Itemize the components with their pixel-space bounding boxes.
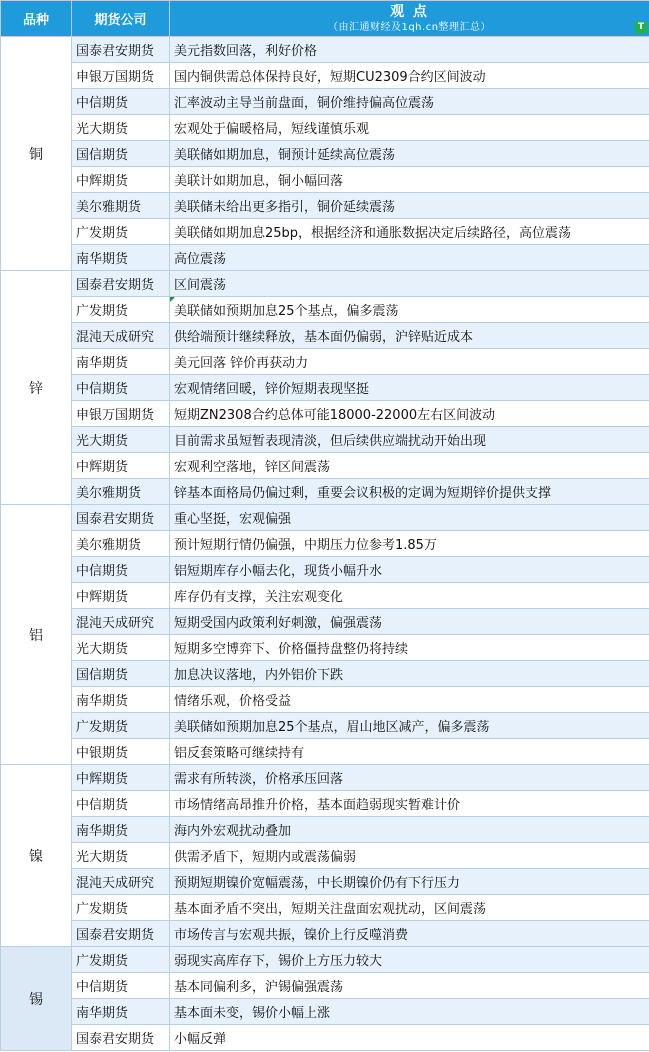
company-cell[interactable]: 广发期货: [72, 713, 170, 739]
company-cell[interactable]: 广发期货: [72, 297, 170, 323]
view-cell[interactable]: 锌基本面格局仍偏过剩，重要会议积极的定调为短期锌价提供支撑: [170, 479, 649, 505]
company-cell[interactable]: 光大期货: [72, 843, 170, 869]
table-row: [1, 583, 649, 609]
view-cell[interactable]: 加息决议落地，内外铝价下跌: [170, 661, 649, 687]
view-cell[interactable]: 弱现实高库存下，锡价上方压力较大: [170, 947, 649, 973]
table-row: [1, 921, 649, 947]
header-view-title: 观 点: [390, 4, 429, 20]
table-row: [1, 297, 649, 323]
header-view: [170, 1, 649, 37]
table-row: [1, 999, 649, 1025]
table-row: [1, 89, 649, 115]
table-row: [1, 869, 649, 895]
company-cell[interactable]: 国泰君安期货: [72, 1025, 170, 1051]
table-row: [1, 739, 649, 765]
view-cell[interactable]: 海内外宏观扰动叠加: [170, 817, 649, 843]
view-cell[interactable]: 美联储未给出更多指引，铜价延续震荡: [170, 193, 649, 219]
view-cell[interactable]: 美元指数回落，利好价格: [170, 37, 649, 63]
variety-cell[interactable]: 铜: [1, 37, 72, 271]
table-row: [1, 635, 649, 661]
format-badge-icon[interactable]: T: [635, 21, 647, 33]
company-cell[interactable]: 国信期货: [72, 661, 170, 687]
company-cell[interactable]: 中辉期货: [72, 765, 170, 791]
view-cell[interactable]: 宏观利空落地，锌区间震荡: [170, 453, 649, 479]
table-row: [1, 973, 649, 999]
company-cell[interactable]: 广发期货: [72, 895, 170, 921]
view-cell[interactable]: 宏观情绪回暖，锌价短期表现坚挺: [170, 375, 649, 401]
company-cell[interactable]: 申银万国期货: [72, 401, 170, 427]
view-cell[interactable]: 短期受国内政策利好刺激，偏强震荡: [170, 609, 649, 635]
company-cell[interactable]: 中信期货: [72, 791, 170, 817]
table-row: [1, 947, 649, 973]
table-body: [1, 37, 649, 1051]
company-cell[interactable]: 光大期货: [72, 115, 170, 141]
table-row: [1, 557, 649, 583]
company-cell[interactable]: 中信期货: [72, 375, 170, 401]
table-row: [1, 271, 649, 297]
table-row: [1, 167, 649, 193]
company-cell[interactable]: 混沌天成研究: [72, 323, 170, 349]
cell-comment-marker-icon: [170, 297, 175, 302]
header-variety: 品种: [1, 1, 72, 37]
view-cell[interactable]: 区间震荡: [170, 271, 649, 297]
company-cell[interactable]: 中信期货: [72, 973, 170, 999]
view-cell[interactable]: 小幅反弹: [170, 1025, 649, 1051]
company-cell[interactable]: 混沌天成研究: [72, 609, 170, 635]
table-row: [1, 141, 649, 167]
view-cell[interactable]: 预期短期镍价宽幅震荡，中长期镍价仍有下行压力: [170, 869, 649, 895]
company-cell[interactable]: 美尔雅期货: [72, 531, 170, 557]
table-row: [1, 401, 649, 427]
table-row: [1, 765, 649, 791]
table-row: [1, 687, 649, 713]
table-row: [1, 661, 649, 687]
view-cell[interactable]: 市场情绪高昂推升价格，基本面趋弱现实暂难计价: [170, 791, 649, 817]
view-cell[interactable]: 目前需求虽短暂表现清淡，但后续供应端扰动开始出现: [170, 427, 649, 453]
header-row: [1, 1, 649, 37]
table-row: [1, 219, 649, 245]
table-row: [1, 349, 649, 375]
table-row: [1, 427, 649, 453]
view-cell[interactable]: 库存仍有支撑，关注宏观变化: [170, 583, 649, 609]
table-row: [1, 791, 649, 817]
company-cell[interactable]: 南华期货: [72, 687, 170, 713]
view-cell[interactable]: 美联储如预期加息25个基点，眉山地区减产，偏多震荡: [170, 713, 649, 739]
company-cell[interactable]: 中信期货: [72, 89, 170, 115]
table-row: [1, 505, 649, 531]
view-cell[interactable]: 美联储如期加息，铜预计延续高位震荡: [170, 141, 649, 167]
header-company: 期货公司: [72, 1, 170, 37]
table-row: [1, 193, 649, 219]
view-cell[interactable]: 短期ZN2308合约总体可能18000-22000左右区间波动: [170, 401, 649, 427]
company-cell[interactable]: 国泰君安期货: [72, 271, 170, 297]
table-row: [1, 895, 649, 921]
view-cell[interactable]: 情绪乐观，价格受益: [170, 687, 649, 713]
view-cell[interactable]: 基本面矛盾不突出，短期关注盘面宏观扰动，区间震荡: [170, 895, 649, 921]
company-cell[interactable]: 光大期货: [72, 635, 170, 661]
table-row: [1, 609, 649, 635]
view-cell[interactable]: 美联计如期加息，铜小幅回落: [170, 167, 649, 193]
view-cell[interactable]: 宏观处于偏暖格局，短线谨慎乐观: [170, 115, 649, 141]
header-view-source: （由汇通财经及1qh.cn整理汇总）: [327, 22, 492, 33]
company-cell[interactable]: 中信期货: [72, 557, 170, 583]
table-row: [1, 453, 649, 479]
table-row: [1, 63, 649, 89]
table-row: [1, 375, 649, 401]
variety-cell[interactable]: 镍: [1, 765, 72, 947]
view-cell[interactable]: 美联储如期加息25bp，根据经济和通胀数据决定后续路径，高位震荡: [170, 219, 649, 245]
company-cell[interactable]: 广发期货: [72, 219, 170, 245]
company-cell[interactable]: 美尔雅期货: [72, 193, 170, 219]
table-row: [1, 323, 649, 349]
company-cell[interactable]: 中辉期货: [72, 453, 170, 479]
view-cell[interactable]: 高位震荡: [170, 245, 649, 271]
view-cell[interactable]: 基本同偏利多，沪锡偏强震荡: [170, 973, 649, 999]
view-cell[interactable]: 美联储如预期加息25个基点，偏多震荡: [170, 297, 649, 323]
company-cell[interactable]: 中辉期货: [72, 583, 170, 609]
view-cell[interactable]: 汇率波动主导当前盘面，铜价维持偏高位震荡: [170, 89, 649, 115]
view-cell[interactable]: 基本面未变，锡价小幅上涨: [170, 999, 649, 1025]
company-cell[interactable]: 南华期货: [72, 999, 170, 1025]
table-row: [1, 843, 649, 869]
company-cell[interactable]: 申银万国期货: [72, 63, 170, 89]
company-cell[interactable]: 中银期货: [72, 739, 170, 765]
variety-cell[interactable]: 铝: [1, 505, 72, 765]
company-cell[interactable]: 美尔雅期货: [72, 479, 170, 505]
view-cell[interactable]: 供给端预计继续释放，基本面仍偏弱，沪锌贴近成本: [170, 323, 649, 349]
company-cell[interactable]: 南华期货: [72, 245, 170, 271]
company-cell[interactable]: 光大期货: [72, 427, 170, 453]
view-cell[interactable]: 铝短期库存小幅去化，现货小幅升水: [170, 557, 649, 583]
variety-cell[interactable]: 锡: [1, 947, 72, 1051]
table-row: [1, 245, 649, 271]
company-cell[interactable]: 广发期货: [72, 947, 170, 973]
company-cell[interactable]: 国泰君安期货: [72, 37, 170, 63]
view-cell[interactable]: 需求有所转淡，价格承压回落: [170, 765, 649, 791]
table-row: [1, 713, 649, 739]
company-cell[interactable]: 国信期货: [72, 141, 170, 167]
company-cell[interactable]: 国泰君安期货: [72, 921, 170, 947]
view-cell[interactable]: 国内铜供需总体保持良好，短期CU2309合约区间波动: [170, 63, 649, 89]
view-cell[interactable]: 铝反套策略可继续持有: [170, 739, 649, 765]
table-row: [1, 531, 649, 557]
table-row: [1, 817, 649, 843]
table-row: [1, 115, 649, 141]
view-cell[interactable]: 美元回落 锌价再获动力: [170, 349, 649, 375]
view-cell[interactable]: 短期多空博弈下、价格僵持盘整仍将持续: [170, 635, 649, 661]
table-row: [1, 479, 649, 505]
table-row: [1, 1025, 649, 1051]
view-cell[interactable]: 市场传言与宏观共振，镍价上行反噬消费: [170, 921, 649, 947]
table-row: [1, 37, 649, 63]
company-cell[interactable]: 中辉期货: [72, 167, 170, 193]
view-cell[interactable]: 重心坚挺，宏观偏强: [170, 505, 649, 531]
variety-cell[interactable]: 锌: [1, 271, 72, 505]
company-cell[interactable]: 混沌天成研究: [72, 869, 170, 895]
view-cell[interactable]: 预计短期行情仍偏强，中期压力位参考1.85万: [170, 531, 649, 557]
view-cell[interactable]: 供需矛盾下，短期内或震荡偏弱: [170, 843, 649, 869]
company-cell[interactable]: 国泰君安期货: [72, 505, 170, 531]
company-cell[interactable]: 南华期货: [72, 349, 170, 375]
company-cell[interactable]: 南华期货: [72, 817, 170, 843]
